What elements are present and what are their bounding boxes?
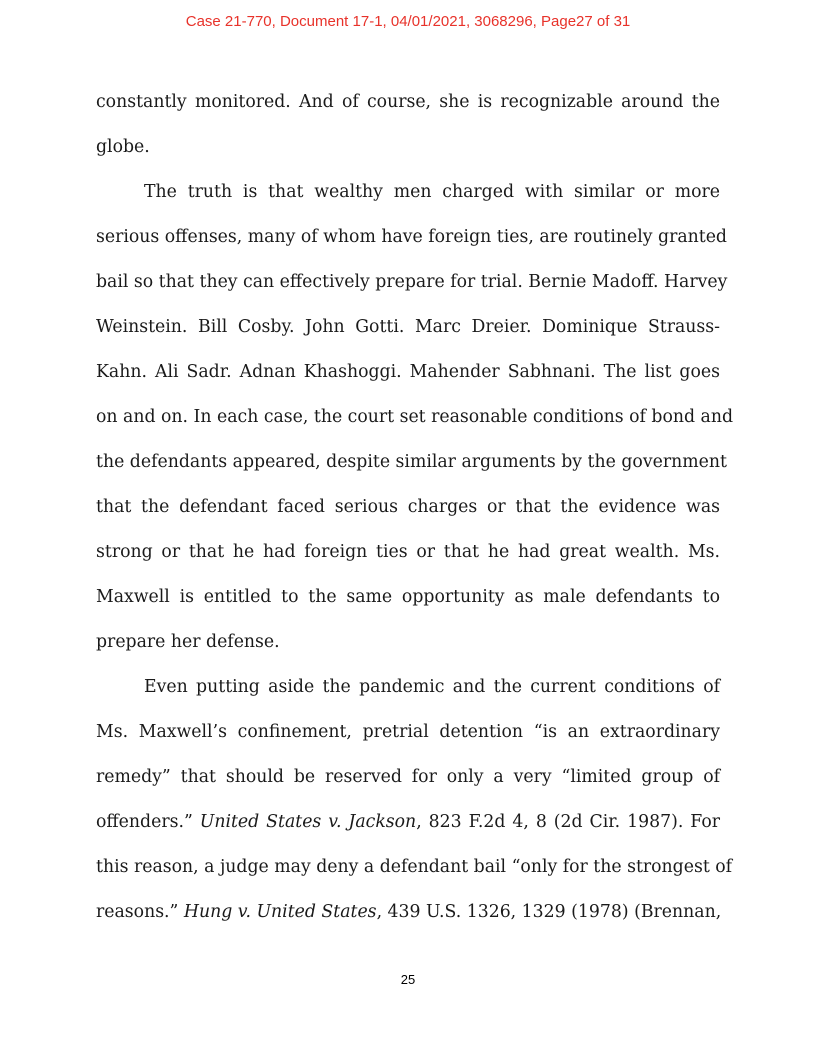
case-name-citation: United States v. Jackson <box>199 812 417 832</box>
paragraph-line-with-citation <box>96 900 720 945</box>
paragraph-line: constantly monitored. And of course, she is recognizable around the <box>96 92 720 112</box>
paragraph-line: this reason, a judge may deny a defendant bail “only for the strongest of <box>96 857 733 877</box>
page-number: 25 <box>400 972 416 987</box>
paragraph-line: Maxwell is entitled to the same opportunity as male defendants to <box>96 587 720 607</box>
citation-lead: offenders.” <box>96 812 200 832</box>
paragraph-line: Ms. Maxwell’s confinement, pretrial detention “is an extraordinary <box>96 722 720 742</box>
paragraph-line: serious offenses, many of whom have foreign ties, are routinely granted <box>96 227 727 247</box>
case-header-stamp: Case 21-770, Document 17-1, 04/01/2021, 3068296, Page27 of 31 <box>185 13 631 30</box>
citation-reporter: , 439 U.S. 1326, 1329 (1978) (Brennan, <box>376 902 722 922</box>
paragraph-line: Weinstein. Bill Cosby. John Gotti. Marc Dreier. Dominique Strauss- <box>96 317 720 337</box>
paragraph-line: bail so that they can effectively prepare for trial. Bernie Madoff. Harvey <box>96 272 728 292</box>
paragraph-line-with-citation <box>96 810 720 855</box>
paragraph-line: Even putting aside the pandemic and the current conditions of <box>144 677 720 697</box>
paragraph-line: strong or that he had foreign ties or that he had great wealth. Ms. <box>96 542 720 562</box>
paragraph-line: remedy” that should be reserved for only a very “limited group of <box>96 767 720 787</box>
citation-reporter: , 823 F.2d 4, 8 (2d Cir. 1987). For <box>416 812 720 832</box>
citation-lead: reasons.” <box>96 902 184 922</box>
paragraph-line: The truth is that wealthy men charged with similar or more <box>144 182 720 202</box>
paragraph-line: on and on. In each case, the court set reasonable conditions of bond and <box>96 407 734 427</box>
paragraph-line: the defendants appeared, despite similar arguments by the government <box>96 452 727 472</box>
paragraph-line: Kahn. Ali Sadr. Adnan Khashoggi. Mahender Sabhnani. The list goes <box>96 362 720 382</box>
paragraph-line: globe. <box>96 137 150 157</box>
case-name-citation: Hung v. United States <box>183 902 377 922</box>
paragraph-line: prepare her defense. <box>96 632 280 652</box>
document-body <box>96 90 734 945</box>
paragraph-line: that the defendant faced serious charges or that the evidence was <box>96 497 720 517</box>
